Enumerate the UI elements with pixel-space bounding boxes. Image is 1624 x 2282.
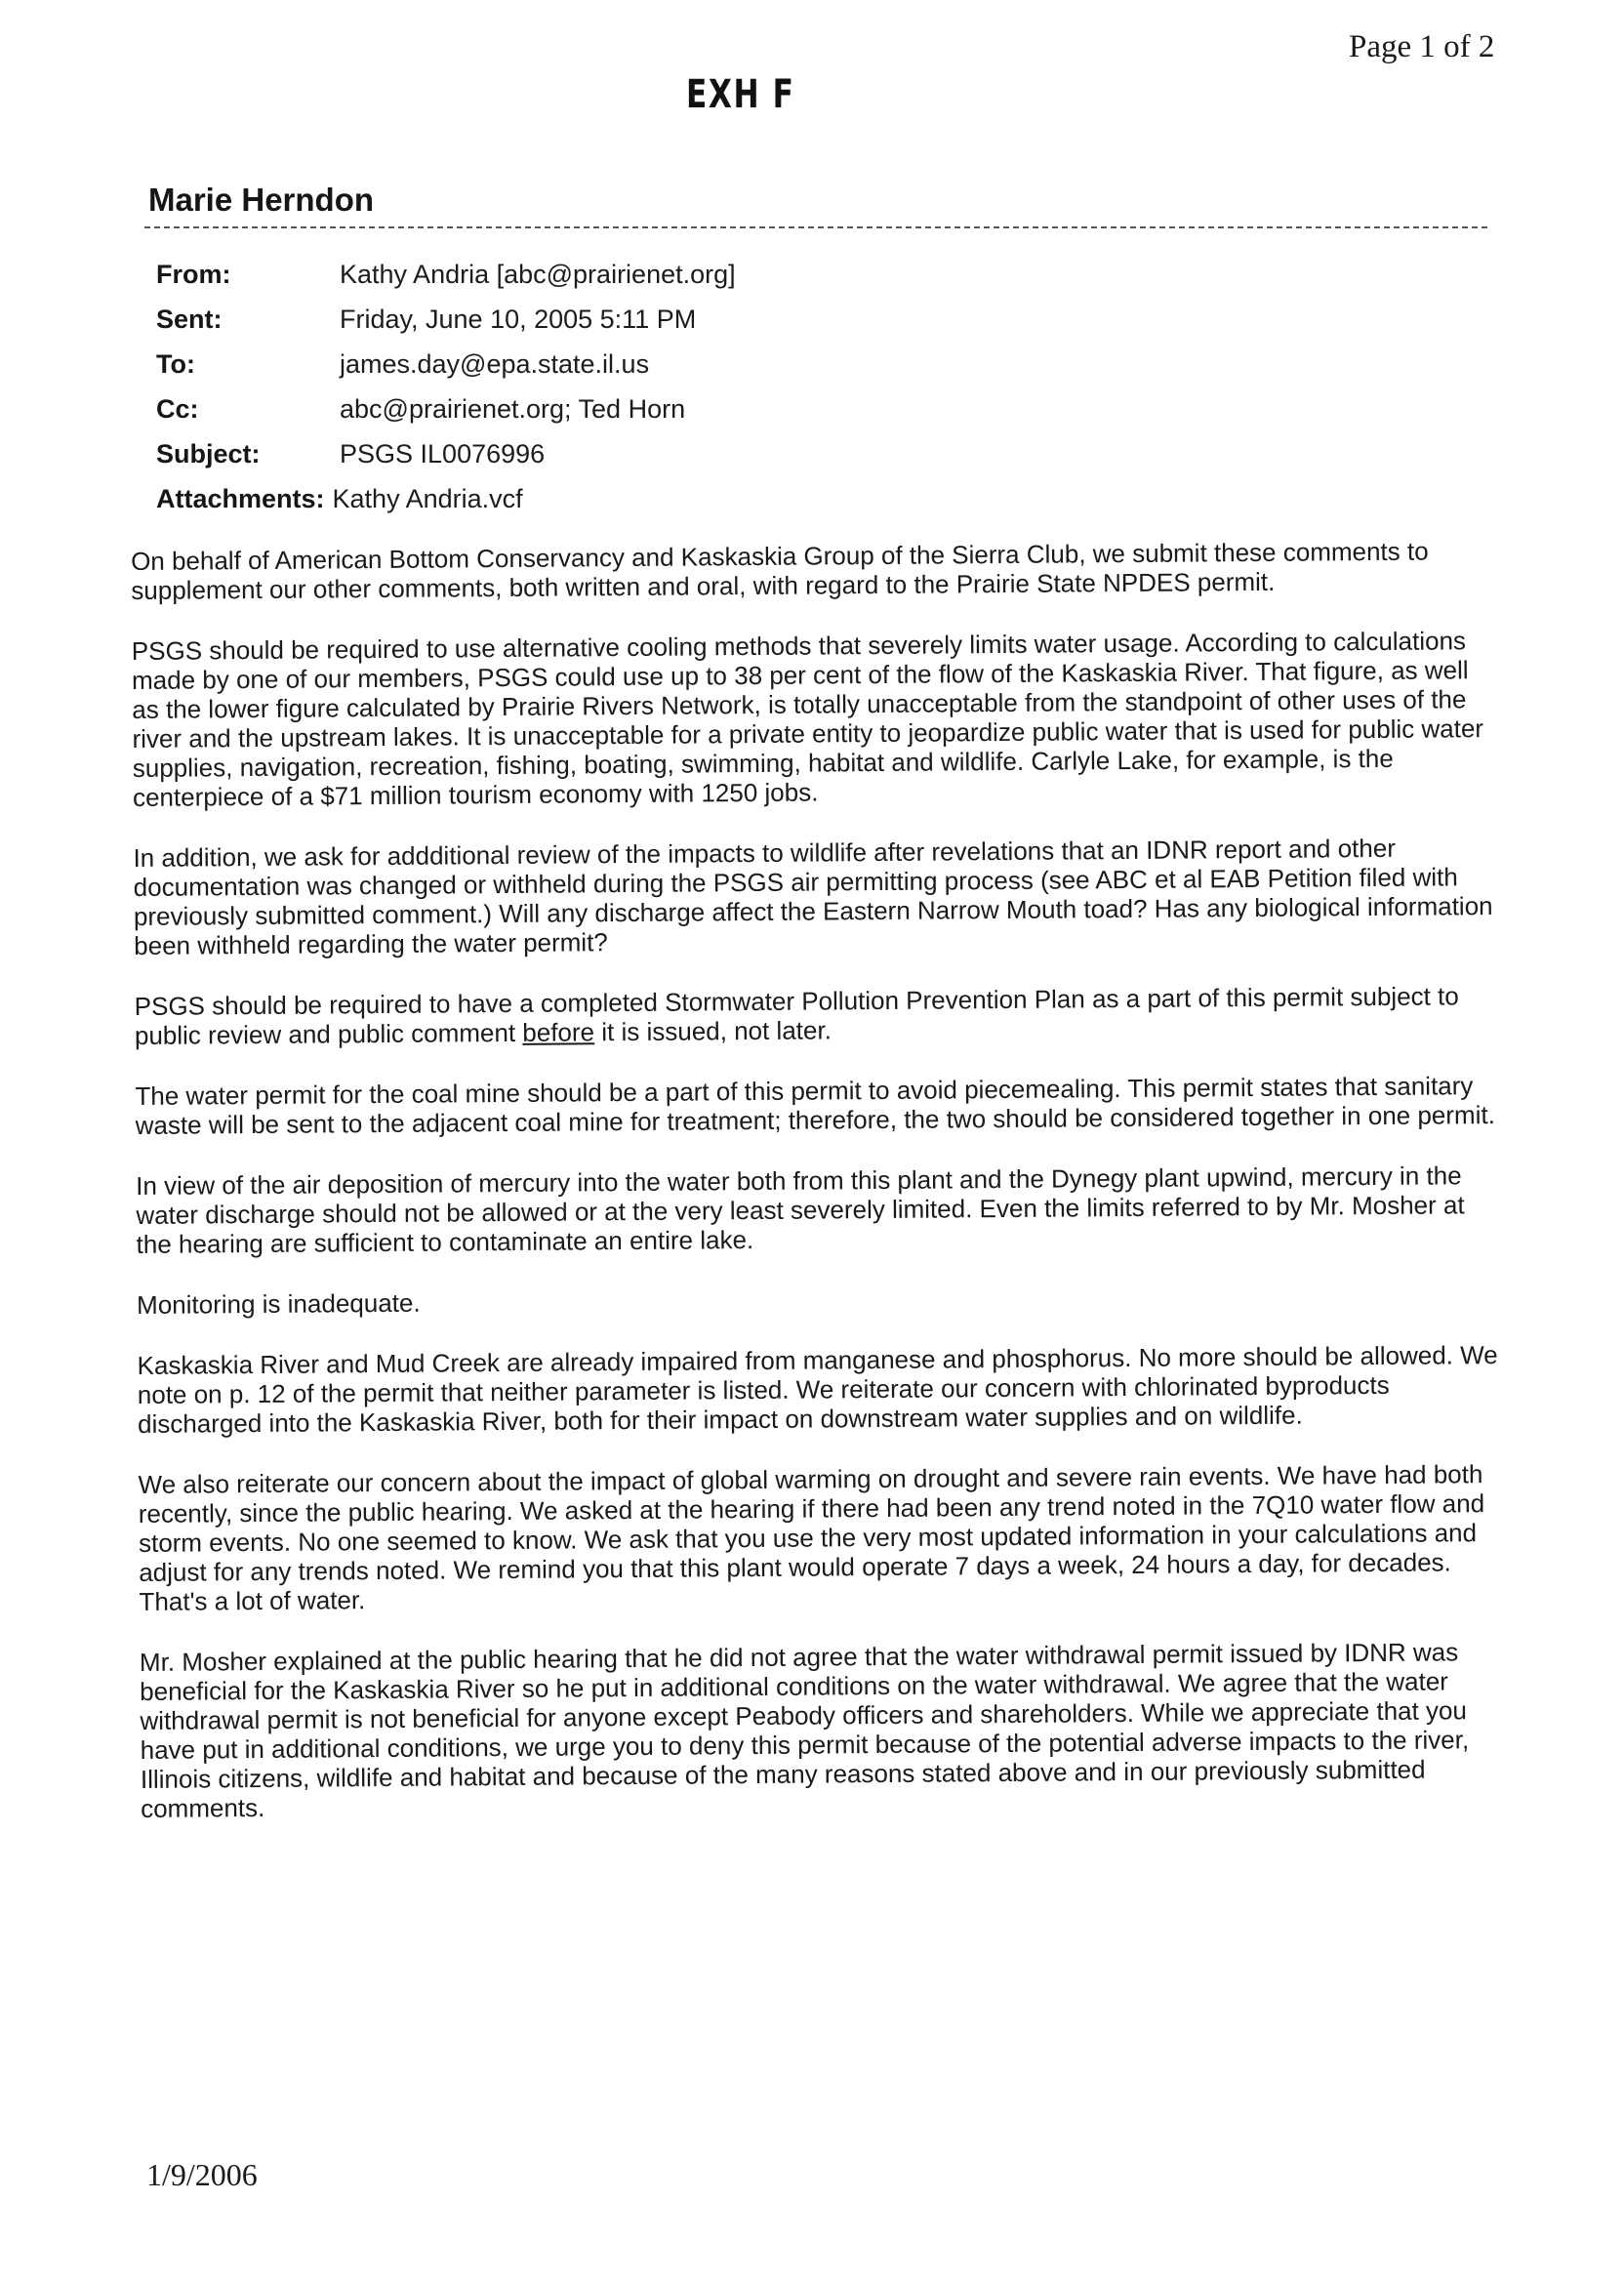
attachments-row: [156, 476, 736, 521]
sender-name: Marie Herndon: [148, 182, 375, 218]
sent-row: [156, 297, 736, 342]
body-paragraph-4-start: PSGS should be required to have a completed Stormwater Pollution Prevention Plan as a part of this permit subject to public review and public comment: [134, 981, 1459, 1050]
subject-label: Subject:: [156, 439, 261, 469]
from-label: From:: [156, 260, 231, 289]
subject-row: [156, 431, 736, 476]
attachments-value: Kathy Andria.vcf: [332, 484, 523, 513]
body-paragraph-8: Kaskaskia River and Mud Creek are already impaired from manganese and phosphorus. No more should be allowed. We note on p. 12 of the permit that neither parameter is listed. We reiterate our concern with chlorinated byproducts discharged into the Kaskaskia River, both for their impact on downstream water supplies and on wildlife.: [137, 1340, 1498, 1439]
body-paragraph-6: In view of the air deposition of mercury into the water both from this plant and the Dynegy plant upwind, mercury in the water discharge should not be allowed or at the very least severely limited. Even the limits referred to by Mr. Mosher at the hearing are sufficient to contaminate an entire lake.: [136, 1161, 1465, 1259]
body-paragraph-7: Monitoring is inadequate.: [136, 1287, 421, 1320]
to-label: To:: [156, 349, 195, 379]
to-value: james.day@epa.state.il.us: [340, 349, 650, 379]
attachments-label: Attachments:: [156, 484, 325, 513]
to-row: [156, 342, 736, 387]
underlined-before: before: [522, 1017, 595, 1047]
exhibit-stamp: EXH F: [686, 72, 795, 117]
body-paragraph-10: Mr. Mosher explained at the public hearing that he did not agree that the water withdrawal permit issued by IDNR was beneficial for the Kaskaskia River so he put in additional conditions on the water withdrawal. We agree that the water withdrawal permit is not beneficial for anyone except Peabody officers and shareholders. While we appreciate that you have put in additional conditions, we urge you to deny this permit because of the potential adverse impacts to the river, Illinois citizens, wildlife and habitat and because of the many reasons stated above and in our previously submitted comments.: [139, 1637, 1470, 1823]
body-paragraph-4: [135, 981, 1501, 1050]
cc-value: abc@prairienet.org; Ted Horn: [340, 394, 686, 424]
cc-row: [156, 387, 736, 431]
footer-date: 1/9/2006: [146, 2157, 258, 2192]
sent-label: Sent:: [156, 305, 223, 334]
body-paragraph-5: The water permit for the coal mine should be a part of this permit to avoid piecemealing. This permit states that sanitary waste will be sent to the adjacent coal mine for treatment; therefore, the two should be considered together in one permit.: [135, 1071, 1495, 1140]
body-paragraph-1: On behalf of American Bottom Conservancy and Kaskaskia Group of the Sierra Club, we submit these comments to supplement our other comments, both written and oral, with regard to the Prairie State NPDES permit.: [131, 536, 1429, 605]
header-divider: [144, 226, 1487, 228]
subject-value: PSGS IL0076996: [340, 439, 546, 469]
from-row: [156, 252, 736, 297]
body-paragraph-4-end: it is issued, not later.: [593, 1015, 832, 1047]
body-paragraph-2: PSGS should be required to use alternative cooling methods that severely limits water usage. According to calculations made by one of our members, PSGS could use up to 38 per cent of the flow of the Kaskaskia River. That figure, as well as the lower figure calculated by Prairie Rivers Network, is totally unacceptable from the standpoint of other uses of the river and the upstream lakes. It is unacceptable for a private entity to jeopardize public water that is used for public water supplies, navigation, recreation, fishing, boating, swimming, habitat and wildlife. Carlyle Lake, for example, is the centerpiece of a $71 million tourism economy with 1250 jobs.: [131, 626, 1484, 812]
body-paragraph-3: In addition, we ask for addditional review of the impacts to wildlife after revelations that an IDNR report and other documentation was changed or withheld during the PSGS air permitting process (see ABC et al EAB Petition filed with previously submitted comment.) Will any discharge affect the Eastern Narrow Mouth toad? Has any biological information been withheld regarding the water permit?: [133, 833, 1493, 960]
sent-value: Friday, June 10, 2005 5:11 PM: [340, 305, 697, 334]
page-number: Page 1 of 2: [1349, 29, 1495, 64]
cc-label: Cc:: [156, 394, 199, 424]
email-header: [156, 252, 736, 521]
from-value: Kathy Andria [abc@prairienet.org]: [340, 260, 736, 289]
body-paragraph-9: We also reiterate our concern about the impact of global warming on drought and severe rain events. We have had both recently, since the public hearing. We asked at the hearing if there had been any trend noted in the 7Q10 water flow and storm events. No one seemed to know. We ask that you use the very most updated information in your calculations and adjust for any trends noted. We remind you that this plant would operate 7 days a week, 24 hours a day, for decades. That's a lot of water.: [138, 1459, 1485, 1616]
email-body: [131, 536, 1507, 1854]
